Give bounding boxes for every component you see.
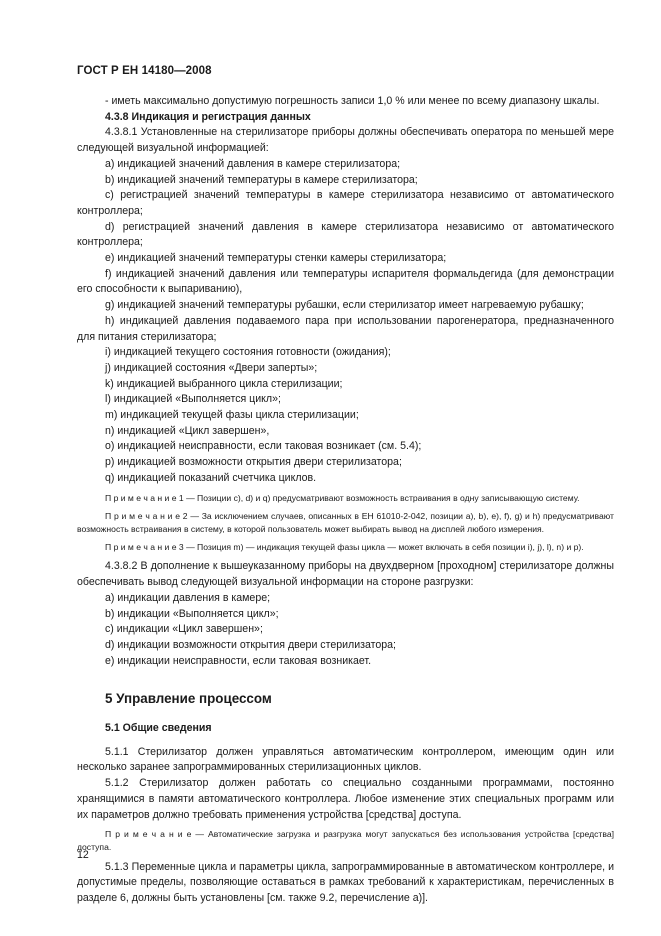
- list-item-o: o) индикацией неисправности, если таковая возникает (см. 5.4);: [105, 440, 422, 453]
- section-heading-5: 5 Управление процессом: [105, 691, 272, 707]
- paragraph-4-3-8-1: 4.3.8.1 Установленные на стерилизаторе приборы должны обеспечивать оператора по меньшей мере следующей визуальной информацией:: [77, 126, 614, 155]
- paragraph-5-1-1: 5.1.1 Стерилизатор должен управляться автоматическим контроллером, имеющим один или несколько заранее запрограммированных стерилизационных циклов.: [77, 745, 614, 774]
- list-item-e: e) индикации неисправности, если таковая возникает.: [105, 654, 372, 667]
- list-item-d: d) индикации возможности открытия двери стерилизатора;: [105, 638, 397, 651]
- document-header: ГОСТ Р ЕН 14180—2008: [77, 65, 212, 77]
- note-text: — Автоматические загрузка и разгрузка могут запускаться без использования устройства [средства] доступа.: [77, 829, 614, 853]
- note-label: П р и м е ч а н и е 2: [105, 510, 188, 521]
- note-3: [77, 541, 614, 554]
- note-label: П р и м е ч а н и е 3: [105, 542, 184, 553]
- subsection-heading-4-3-8: 4.3.8 Индикация и регистрация данных: [105, 110, 311, 123]
- list-item-b: b) индикацией значений температуры в камере стерилизатора;: [105, 173, 418, 186]
- paragraph-5-1-3: 5.1.3 Переменные цикла и параметры цикла, запрограммированные в автоматическом контроллере, и допустимые пределы, позволяющие оставаться в рамках требований к характеристикам, перечисленных в разделе 6, должны быть установлены [см. также 9.2, перечисление a)].: [77, 860, 614, 905]
- list-item-l: l) индикацией «Выполняется цикл»;: [105, 393, 281, 406]
- paragraph-5-1-2: 5.1.2 Стерилизатор должен работать со специально созданными программами, постоянно хранящимися в памяти автоматического контроллера. Любое изменение этих специальных программ или их параметров должно требовать применения устройства [средства] доступа.: [77, 777, 614, 821]
- note-1: [77, 492, 614, 505]
- list-item-a: а) индикацией значений давления в камере стерилизатора;: [105, 157, 401, 170]
- subsection-heading-5-1: 5.1 Общие сведения: [105, 722, 212, 735]
- list-item-m: m) индикацией текущей фазы цикла стерилизации;: [105, 409, 359, 422]
- page-body: [77, 94, 614, 907]
- note-text: — Позиции c), d) и q) предусматривают возможность встраивания в одну записывающую систему.: [183, 492, 580, 503]
- list-item-f: f) индикацией значений давления или температуры испарителя формальдегида (для демонстрации его способности к выпариванию),: [77, 267, 614, 296]
- list-item-k: k) индикацией выбранного цикла стерилизации;: [105, 377, 343, 390]
- list-item-c: c) индикации «Цикл завершен»;: [105, 623, 263, 636]
- note-label: П р и м е ч а н и е: [105, 829, 192, 840]
- note-general: [77, 828, 614, 854]
- note-2: [77, 510, 614, 536]
- list-item-i: i) индикацией текущего состояния готовности (ожидания);: [105, 346, 391, 359]
- page-number: 12: [77, 849, 89, 861]
- list-item-c: c) регистрацией значений температуры в камере стерилизатора независимо от автоматического контроллера;: [77, 189, 614, 217]
- note-text: — Позиция m) — индикация текущей фазы цикла — может включать в себя позиции i), j), l), n) и p).: [183, 542, 584, 553]
- list-item-a: a) индикации давления в камере;: [105, 591, 271, 604]
- note-text: — За исключением случаев, описанных в ЕН 61010-2-042, позиции a), b), e), f), g) и h) предусматривают возможность встраивания в систему, в которой пользователь может выбирать вывод на дисплей любого измерения.: [77, 510, 614, 534]
- list-item-e: e) индикацией значений температуры стенки камеры стерилизатора;: [105, 252, 447, 265]
- list-item-h: h) индикацией давления подаваемого пара при использовании парогенератора, предназначенного для питания стерилизатора;: [77, 314, 614, 343]
- note-label: П р и м е ч а н и е 1: [105, 492, 184, 503]
- list-item-p: p) индикацией возможности открытия двери стерилизатора;: [105, 456, 402, 469]
- list-item: - иметь максимально допустимую погрешность записи 1,0 % или менее по всему диапазону шкалы.: [105, 95, 600, 107]
- list-item-n: n) индикацией «Цикл завершен»,: [105, 424, 270, 437]
- list-item-g: g) индикацией значений температуры рубашки, если стерилизатор имеет нагреваемую рубашку;: [105, 299, 584, 312]
- paragraph-4-3-8-2: 4.3.8.2 В дополнение к вышеуказанному приборы на двухдверном [проходном] стерилизаторе должны обеспечивать вывод следующей визуальной информации на стороне разгрузки:: [77, 560, 614, 589]
- list-item-d: d) регистрацией значений давления в камере стерилизатора независимо от автоматического контроллера;: [77, 220, 614, 249]
- list-item-q: q) индикацией показаний счетчика циклов.: [105, 471, 317, 484]
- list-item-b: b) индикации «Выполняется цикл»;: [105, 607, 279, 620]
- list-item-j: j) индикацией состояния «Двери заперты»;: [105, 361, 318, 374]
